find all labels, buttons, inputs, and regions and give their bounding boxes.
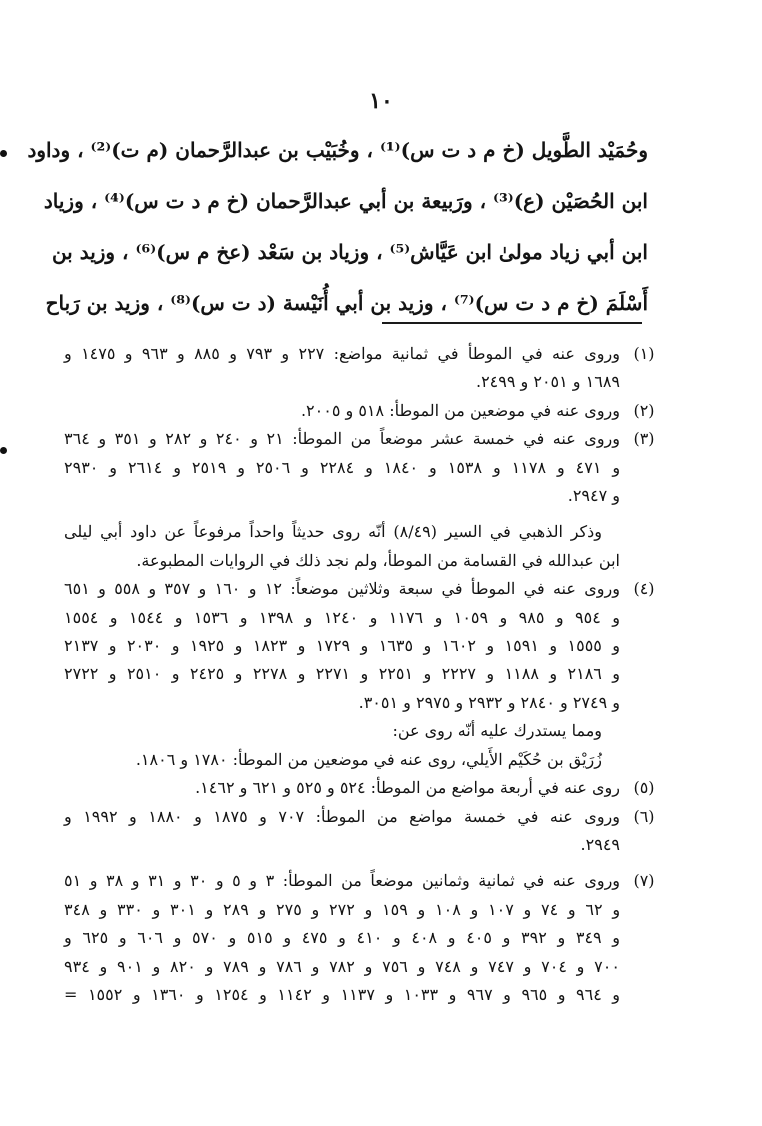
footnote-line: وروى عنه في الموطأ في ثمانية مواضع: ٢٢٧ و ٧٩٣ و ٨٨٥ و ٩٦٣ و ١٤٧٥ و bbox=[64, 344, 620, 363]
footnote-line: و ٦٢ و ٧٤ و ١٠٧ و ١٠٨ و ١٥٩ و ٢٧٢ و ٢٧٥ و ٢٨٩ و ٣٠١ و ٣٣٠ و ٣٤٨ bbox=[64, 899, 621, 919]
footnote-line: و ٩٦٤ و ٩٦٥ و ٩٦٧ و ١٠٣٣ و ١١٣٧ و ١١٤٢ و ١٢٥٤ و ١٣٦٠ و ١٥٥٢ = bbox=[64, 984, 621, 1004]
footnote-number: (٤) bbox=[633, 579, 655, 599]
paragraph-gap bbox=[64, 510, 620, 518]
main-text-line: أَسْلَمَ (خ م د ت س)⁽⁷⁾ ، وزيد بن أبي أُنَيْسة (د ت س)⁽⁸⁾ ، وزيد بن رَباح bbox=[45, 291, 648, 315]
footnote-line: روى عنه في أربعة مواضع من الموطأ: ٥٢٤ و ٥٢٥ و ٦٢١ و ١٤٦٢. bbox=[195, 778, 620, 798]
scan-mark bbox=[0, 447, 7, 454]
footnote-4 bbox=[64, 575, 662, 774]
footnote-line: ومما يستدرك عليه أنّه روى عن: bbox=[392, 721, 602, 741]
paragraph-gap bbox=[64, 859, 662, 867]
footnote-number: (٥) bbox=[633, 778, 655, 798]
footnote-3 bbox=[64, 425, 662, 575]
main-text bbox=[27, 125, 648, 329]
footnote-line: وروى عنه في خمسة مواضع من الموطأ: ٧٠٧ و ١٨٧٥ و ١٨٨٠ و ١٩٩٢ و bbox=[64, 806, 621, 826]
footnote-number: (١) bbox=[633, 344, 655, 363]
footnote-number: (٧) bbox=[633, 871, 655, 891]
footnote-5 bbox=[64, 774, 662, 802]
footnote-number: (٣) bbox=[633, 429, 655, 449]
footnote-number: (٢) bbox=[633, 400, 655, 420]
footnote-line: و ٢٧٤٩ و ٢٨٤٠ و ٢٩٣٢ و ٢٩٧٥ و ٣٠٥١. bbox=[358, 692, 620, 712]
scan-mark bbox=[0, 150, 7, 157]
footnote-line: ١٦٨٩ و ٢٠٥١ و ٢٤٩٩. bbox=[475, 372, 620, 392]
footnote-2 bbox=[64, 397, 662, 425]
footnote-6 bbox=[64, 803, 662, 860]
page-number: ١٠ bbox=[369, 88, 393, 114]
footnote-1 bbox=[64, 340, 662, 397]
footnote-line: ٢٩٤٩. bbox=[580, 834, 620, 854]
footnote-7 bbox=[64, 867, 662, 1009]
main-text-line: ابن أبي زياد مولىٰ ابن عَيَّاش⁽⁵⁾ ، وزياد بن سَعْد (عخ م س)⁽⁶⁾ ، وزيد بن bbox=[51, 240, 648, 264]
footnote-line: وروى عنه في خمسة عشر موضعاً من الموطأ: ٢١ و ٢٤٠ و ٢٨٢ و ٣٥١ و ٣٦٤ bbox=[64, 429, 620, 449]
footnote-separator bbox=[382, 322, 642, 324]
footnote-number: (٦) bbox=[633, 806, 655, 826]
footnote-line: و ٩٥٤ و ٩٨٥ و ١٠٥٩ و ١١٧٦ و ١٢٤٠ و ١٣٩٨ و ١٥٣٦ و ١٥٤٤ و ١٥٥٤ bbox=[64, 607, 620, 627]
main-text-line: ابن الحُصَيْن (ع)⁽³⁾ ، ورَبيعة بن أبي عبدالرَّحمان (خ م د ت س)⁽⁴⁾ ، وزياد bbox=[43, 189, 648, 213]
footnote-line: ابن عبدالله في القسامة من الموطأ، ولم نجد ذلك في الروايات المطبوعة. bbox=[136, 550, 620, 570]
footnote-line: وروى عنه في الموطأ في سبعة وثلاثين موضعاً: ١٢ و ١٦٠ و ٣٥٧ و ٥٥٨ و ٦٥١ bbox=[64, 579, 620, 599]
footnotes bbox=[64, 340, 662, 1009]
main-text-line: وحُمَيْد الطَّويل (خ م د ت س)⁽¹⁾ ، وخُبَيْب بن عبدالرَّحمان (م ت)⁽²⁾ ، وداود bbox=[27, 138, 648, 162]
footnote-line: و ١٥٥٥ و ١٥٩١ و ١٦٠٢ و ١٦٣٥ و ١٧٢٩ و ١٨٢٣ و ١٩٢٥ و ٢٠٣٠ و ٢١٣٧ bbox=[64, 636, 621, 656]
footnote-line: و ٢١٨٦ و ١١٨٨ و ٢٢٢٧ و ٢٢٥١ و ٢٢٧١ و ٢٢٧٨ و ٢٤٢٥ و ٢٥١٠ و ٢٧٢٢ bbox=[64, 664, 621, 684]
footnote-line: وروى عنه في موضعين من الموطأ: ٥١٨ و ٢٠٠٥. bbox=[300, 400, 620, 420]
footnote-line: وروى عنه في ثمانية وثمانين موضعاً من الموطأ: ٣ و ٥ و ٣٠ و ٣١ و ٣٨ و ٥١ bbox=[64, 871, 621, 891]
footnote-line: ٧٠٠ و ٧٠٤ و ٧٤٧ و ٧٤٨ و ٧٥٦ و ٧٨٢ و ٧٨٦ و ٧٨٩ و ٨٢٠ و ٩٠١ و ٩٣٤ bbox=[64, 956, 620, 976]
footnote-line: و ٢٩٤٧. bbox=[567, 486, 620, 506]
footnote-line: وذكر الذهبي في السير (٨/٤٩) أنّه روى حديثاً واحداً مرفوعاً عن داود أبي ليلى bbox=[64, 522, 603, 542]
footnote-line: و ٣٤٩ و ٣٩٢ و ٤٠٥ و ٤٠٨ و ٤١٠ و ٤٧٥ و ٥١٥ و ٥٧٠ و ٦٠٦ و ٦٢٥ و bbox=[64, 928, 621, 948]
footnote-line: و ٤٧١ و ١١٧٨ و ١٥٣٨ و ١٨٤٠ و ٢٢٨٤ و ٢٥٠٦ و ٢٥١٩ و ٢٦١٤ و ٢٩٣٠ bbox=[64, 457, 621, 477]
footnote-line: زُرَيْق بن حُكَيْم الأَيلي، روى عنه في موضعين من الموطأ: ١٧٨٠ و ١٨٠٦. bbox=[135, 749, 602, 769]
